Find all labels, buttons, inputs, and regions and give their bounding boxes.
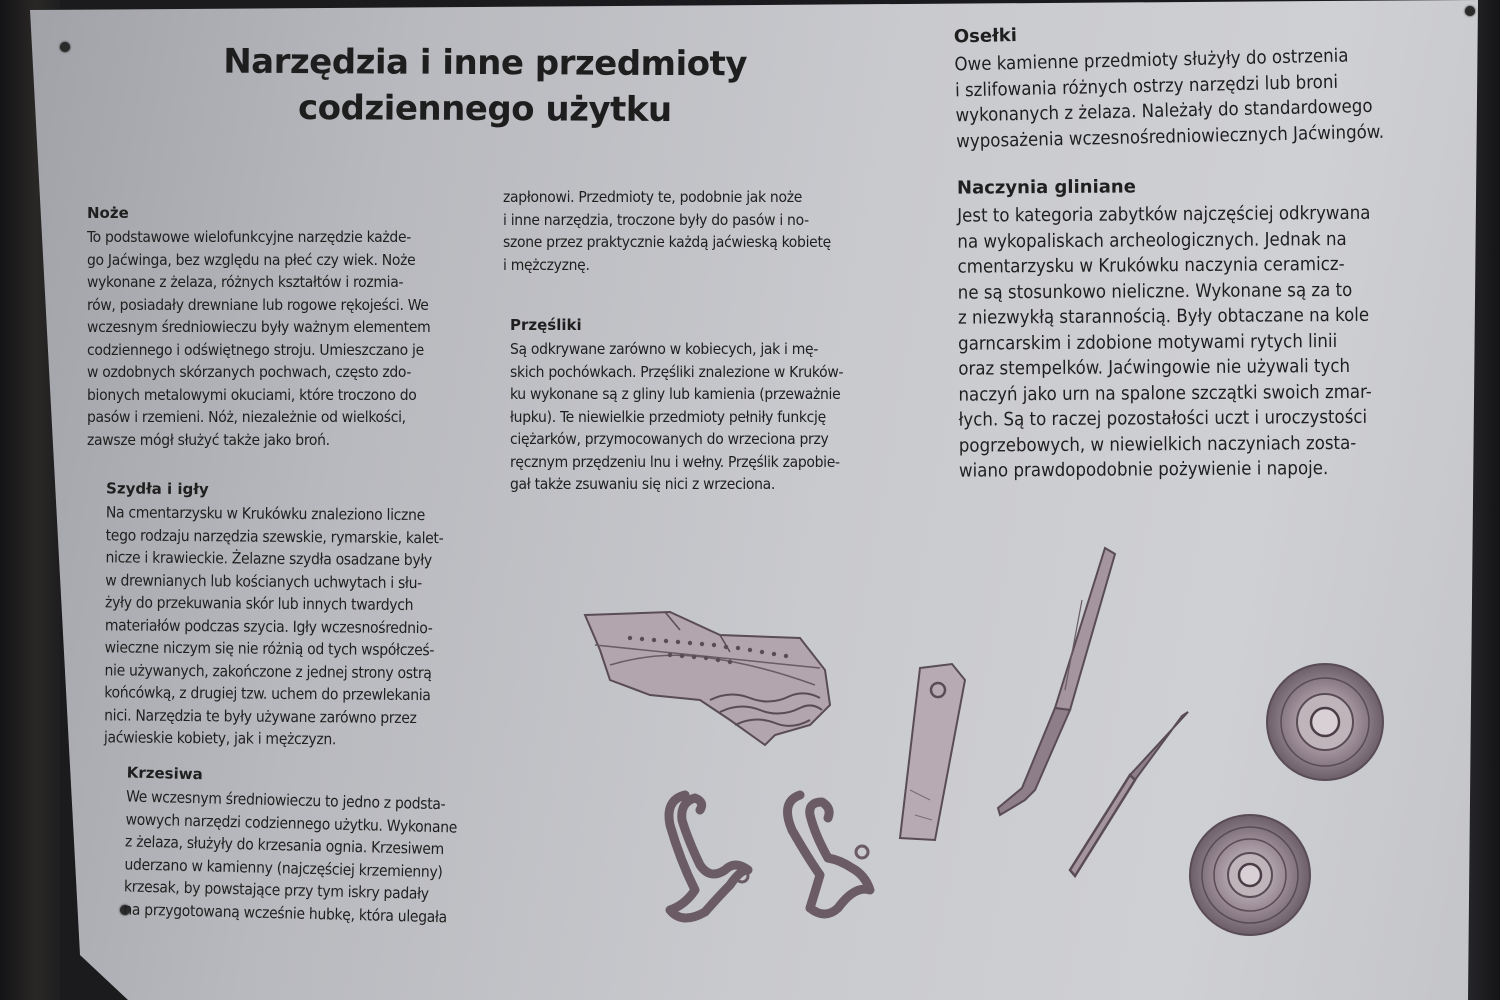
- fire-steel-drawing: [669, 795, 748, 918]
- artifact-illustrations: [570, 540, 1430, 970]
- section-heading: Szydła i igły: [106, 479, 209, 499]
- section-przesliki: [510, 315, 922, 496]
- screw-top-right: [1465, 6, 1475, 16]
- section-text: Owe kamienne przedmioty służyły do ostrzenia i szlifowania różnych ostrzy narzędzi lub broni wykonanych z żelaza. Należały do standardowego wyposażenia wczesnośredniowiecznych Jaćwingów.: [954, 45, 1385, 152]
- spindle-whorl-drawing: [1190, 815, 1310, 935]
- awl-drawing: [1070, 712, 1188, 876]
- section-naczynia: [957, 173, 1429, 484]
- section-heading: Osełki: [953, 25, 1018, 48]
- section-text: Są odkrywane zarówno w kobiecych, jak i mę- skich pochówkach. Przęśliki znalezione w Kruków- ku wykonane są z gliny lub kamienia (przeważnie łupku). Te niewielkie przedmioty pełniły funkcję ciężarków, przymocowanych do wrzeciona przy ręcznym przędzeniu lnu i wełny. Przęślik zapobie- gał także zsuwaniu się nici z wrzeciona.: [510, 340, 844, 493]
- section-heading: Przęśliki: [510, 316, 582, 334]
- title-line-1: Narzędzia i inne przedmioty: [223, 41, 748, 85]
- pottery-sherd-drawing: [585, 612, 830, 745]
- whetstone-drawing: [900, 664, 965, 840]
- section-heading: Noże: [87, 204, 129, 222]
- spindle-whorl-drawing: [1267, 664, 1383, 780]
- section-krzesiwa: [123, 762, 502, 929]
- knife-drawing: [998, 548, 1115, 815]
- section-heading: Krzesiwa: [126, 763, 203, 784]
- section-text: To podstawowe wielofunkcyjne narzędzie każde- go Jaćwinga, bez względu na płeć czy wiek. Noże wykonane z żelaza, różnych kształtów i rozmia- rów, posiadały drewniane lub rogowe rękojeści. We wczesnym średniowieczu były ważnym elementem codziennego i odświętnego stroju. Umieszczano je w ozdobnych skórzanych pochwach, często zdo- bionych metalowymi okuciami, które troczono do pasów i rzemieni. Nóż, niezależnie od wielkości, zawsze mógł służyć także jako broń.: [87, 228, 431, 449]
- section-text: zapłonowi. Przedmioty te, podobnie jak noże i inne narzędzia, troczone były do pasów i no- szone przez praktycznie każdą jaćwieską kobietę i mężczyznę.: [503, 188, 831, 274]
- title-line-2: codziennego użytku: [297, 88, 672, 130]
- screw-top-left: [60, 42, 70, 52]
- section-oselki: [954, 15, 1435, 155]
- section-szydla: [104, 478, 491, 752]
- section-text: Jest to kategoria zabytków najczęściej odkrywana na wykopaliskach archeologicznych. Jednak na cmentarzysku w Krukówku naczynia ceramicz- ne są stosunkowo nieliczne. Wykonane są za to z niezwykłą starannością. Były obtaczane na kole garncarskim i zdobione motywami rytych linii oraz stempelków. Jaćwingowie nie używali tych naczyń jako urn na spalone szczątki swoich zmar- łych. Są to raczej pozostałości uczt i uroczystości pogrzebowych, w niewielkich naczyniach zosta- wiano prawdopodobnie pożywienie i napoje.: [957, 202, 1372, 482]
- section-text: We wczesnym średniowieczu to jedno z podsta- wowych narzędzi codziennego użytku. Wykonane z żelaza, służyły do krzesania ognia. Krzesiwem uderzano w kamienny (najczęściej krzemienny) krzesak, by powstające przy tym iskry padały na przygotowaną wcześnie hubkę, która ulegała: [123, 787, 458, 926]
- section-noze: [87, 203, 469, 451]
- section-heading: Naczynia gliniane: [956, 176, 1136, 199]
- section-krzesiwa-continued: [503, 186, 921, 276]
- section-text: Na cmentarzysku w Krukówku znaleziono liczne tego rodzaju narzędzia szewskie, rymarskie, kalet- nicze i krawieckie. Żelazne szydła osadzane były w drewnianych lub kościanych uchwytach i słu- żyły do przekuwania skór lub innych twardych materiałów podczas szycia. Igły wczesnośrednio- wieczne niczym się nie różnią od tych współcześ- nie używanych, zakończone z jednej strony ostrą końcówką, z drugiej tzw. uchem do przewlekania nici. Narzędzia te były używane zarówno przez jaćwieskie kobiety, jak i mężczyzn.: [103, 503, 444, 749]
- fire-steel-drawing: [788, 795, 871, 914]
- page-title: [215, 39, 755, 134]
